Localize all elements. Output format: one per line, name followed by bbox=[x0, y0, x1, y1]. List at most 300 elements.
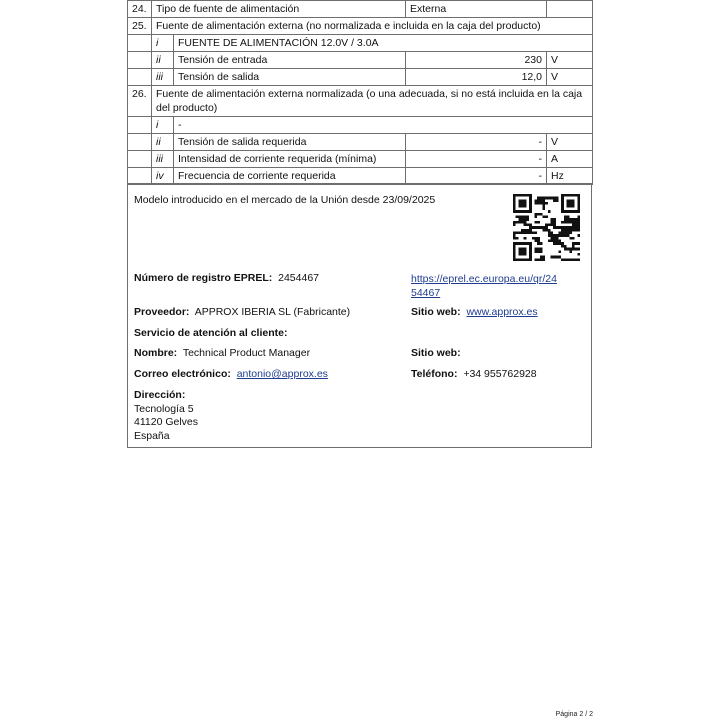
qr-module bbox=[561, 210, 564, 213]
qr-module bbox=[513, 202, 516, 205]
supplier-web-row bbox=[411, 305, 538, 319]
qr-module bbox=[575, 242, 578, 245]
qr-module bbox=[518, 218, 521, 221]
qr-module bbox=[521, 232, 524, 235]
qr-module bbox=[551, 232, 554, 235]
qr-module bbox=[556, 226, 559, 229]
qr-module bbox=[577, 197, 580, 200]
qr-module bbox=[521, 250, 524, 253]
qr-module bbox=[537, 237, 540, 240]
qr-module bbox=[513, 207, 516, 210]
qr-module bbox=[548, 234, 551, 237]
qr-module bbox=[556, 240, 559, 243]
qr-module bbox=[567, 199, 570, 202]
qr-module bbox=[551, 256, 554, 259]
qr-module bbox=[561, 202, 564, 205]
qr-module bbox=[524, 250, 527, 253]
qr-module bbox=[542, 215, 545, 218]
row-24 bbox=[128, 1, 593, 18]
row-26-i bbox=[128, 117, 593, 134]
qr-module bbox=[564, 248, 567, 251]
web-label: Sitio web: bbox=[411, 306, 461, 318]
qr-module bbox=[559, 240, 562, 243]
qr-module bbox=[572, 221, 575, 224]
sub-value: - bbox=[406, 168, 547, 185]
qr-module bbox=[524, 229, 527, 232]
eprel-link-continued[interactable]: 54467 bbox=[411, 287, 441, 299]
qr-module bbox=[524, 237, 527, 240]
row-26-ii bbox=[128, 134, 593, 151]
qr-module bbox=[561, 242, 564, 245]
supplier-row bbox=[134, 305, 350, 319]
qr-module bbox=[542, 199, 545, 202]
name-label: Nombre: bbox=[134, 347, 178, 359]
qr-module bbox=[537, 197, 540, 200]
qr-module bbox=[567, 221, 570, 224]
qr-module bbox=[572, 210, 575, 213]
qr-module bbox=[516, 242, 519, 245]
qr-module bbox=[569, 250, 572, 253]
qr-module bbox=[537, 202, 540, 205]
qr-module bbox=[567, 218, 570, 221]
qr-module bbox=[524, 215, 527, 218]
qr-module bbox=[542, 197, 545, 200]
qr-module bbox=[556, 256, 559, 259]
qr-module bbox=[569, 258, 572, 261]
qr-module bbox=[575, 194, 578, 197]
qr-module bbox=[572, 242, 575, 245]
qr-module bbox=[542, 202, 545, 205]
qr-module bbox=[556, 234, 559, 237]
qr-module bbox=[575, 258, 578, 261]
customer-service-heading: Servicio de atención al cliente: bbox=[134, 327, 288, 339]
sub-label: - bbox=[174, 117, 593, 134]
qr-module bbox=[561, 258, 564, 261]
qr-module bbox=[524, 199, 527, 202]
qr-module bbox=[534, 215, 537, 218]
qr-module bbox=[537, 213, 540, 216]
qr-module bbox=[564, 232, 567, 235]
qr-module bbox=[521, 229, 524, 232]
phone-label: Teléfono: bbox=[411, 368, 458, 380]
qr-module bbox=[567, 229, 570, 232]
qr-module bbox=[553, 221, 556, 224]
qr-module bbox=[518, 194, 521, 197]
qr-module bbox=[545, 197, 548, 200]
row-26-iii bbox=[128, 151, 593, 168]
sub-value: - bbox=[406, 134, 547, 151]
qr-module bbox=[572, 194, 575, 197]
qr-module bbox=[553, 240, 556, 243]
qr-module bbox=[513, 194, 516, 197]
qr-module bbox=[529, 258, 532, 261]
qr-module bbox=[564, 258, 567, 261]
qr-module bbox=[551, 221, 554, 224]
qr-module bbox=[513, 197, 516, 200]
qr-module bbox=[545, 215, 548, 218]
qr-module bbox=[524, 232, 527, 235]
qr-module bbox=[553, 256, 556, 259]
sub-label: Tensión de salida requerida bbox=[174, 134, 406, 151]
qr-module bbox=[542, 258, 545, 261]
qr-module bbox=[569, 237, 572, 240]
qr-module bbox=[575, 226, 578, 229]
sub-index: ii bbox=[152, 134, 174, 151]
qr-module bbox=[529, 199, 532, 202]
qr-module bbox=[577, 258, 580, 261]
qr-module bbox=[534, 248, 537, 251]
qr-module bbox=[577, 199, 580, 202]
sub-label: Intensidad de corriente requerida (mínima) bbox=[174, 151, 406, 168]
qr-module bbox=[516, 232, 519, 235]
qr-module bbox=[540, 197, 543, 200]
qr-module bbox=[577, 223, 580, 226]
qr-module bbox=[529, 253, 532, 256]
qr-module bbox=[559, 226, 562, 229]
qr-module bbox=[540, 256, 543, 259]
qr-module bbox=[526, 194, 529, 197]
qr-module bbox=[516, 194, 519, 197]
qr-module bbox=[559, 234, 562, 237]
row-label: Fuente de alimentación externa normalizada (o una adecuada, si no está incluida en la caja del producto) bbox=[152, 86, 593, 117]
row-label: Fuente de alimentación externa (no normalizada e incluida en la caja del producto) bbox=[152, 18, 593, 35]
qr-module bbox=[537, 199, 540, 202]
sub-unit: V bbox=[547, 134, 593, 151]
qr-module bbox=[564, 210, 567, 213]
qr-module bbox=[516, 210, 519, 213]
sub-value: 230 bbox=[406, 52, 547, 69]
qr-module bbox=[537, 242, 540, 245]
qr-module bbox=[572, 229, 575, 232]
qr-module bbox=[518, 258, 521, 261]
qr-module bbox=[559, 232, 562, 235]
row-25-iii bbox=[128, 69, 593, 86]
qr-module bbox=[540, 226, 543, 229]
page-number: Página 2 / 2 bbox=[555, 711, 593, 718]
qr-module bbox=[545, 223, 548, 226]
qr-module bbox=[524, 253, 527, 256]
qr-module bbox=[534, 240, 537, 243]
qr-module bbox=[569, 205, 572, 208]
qr-module bbox=[569, 226, 572, 229]
qr-module bbox=[521, 205, 524, 208]
email-row bbox=[134, 367, 328, 381]
qr-module bbox=[575, 218, 578, 221]
qr-module bbox=[542, 205, 545, 208]
qr-module bbox=[559, 256, 562, 259]
qr-module bbox=[537, 221, 540, 224]
qr-module bbox=[526, 215, 529, 218]
market-date-text: Modelo introducido en el mercado de la Unión desde 23/09/2025 bbox=[134, 194, 436, 206]
qr-code-icon[interactable] bbox=[513, 194, 580, 261]
qr-module bbox=[526, 232, 529, 235]
supplier-value: APPROX IBERIA SL (Fabricante) bbox=[194, 306, 351, 318]
qr-module bbox=[551, 234, 554, 237]
qr-module bbox=[553, 226, 556, 229]
qr-module bbox=[561, 232, 564, 235]
qr-module bbox=[526, 258, 529, 261]
row-number: 26. bbox=[128, 86, 152, 117]
qr-module bbox=[518, 250, 521, 253]
qr-module bbox=[529, 248, 532, 251]
qr-module bbox=[524, 210, 527, 213]
sub-index: ii bbox=[152, 52, 174, 69]
qr-module bbox=[521, 215, 524, 218]
qr-module bbox=[513, 210, 516, 213]
qr-module bbox=[540, 242, 543, 245]
address-line-3: España bbox=[134, 430, 170, 442]
sub-unit: A bbox=[547, 151, 593, 168]
qr-module bbox=[532, 232, 535, 235]
qr-module bbox=[577, 215, 580, 218]
eprel-number: 2454467 bbox=[278, 272, 320, 284]
qr-module bbox=[518, 210, 521, 213]
qr-module bbox=[516, 221, 519, 224]
qr-module bbox=[551, 240, 554, 243]
sub-unit: V bbox=[547, 69, 593, 86]
sub-index: iii bbox=[152, 69, 174, 86]
qr-module bbox=[540, 202, 543, 205]
qr-module bbox=[521, 194, 524, 197]
sub-unit: V bbox=[547, 52, 593, 69]
qr-module bbox=[577, 234, 580, 237]
qr-module bbox=[521, 202, 524, 205]
qr-module bbox=[518, 232, 521, 235]
qr-module bbox=[524, 242, 527, 245]
qr-module bbox=[564, 218, 567, 221]
qr-module bbox=[534, 202, 537, 205]
qr-module bbox=[529, 232, 532, 235]
qr-module bbox=[518, 205, 521, 208]
qr-module bbox=[524, 205, 527, 208]
qr-module bbox=[529, 245, 532, 248]
qr-module bbox=[540, 199, 543, 202]
qr-module bbox=[529, 250, 532, 253]
qr-module bbox=[548, 240, 551, 243]
qr-module bbox=[572, 218, 575, 221]
qr-module bbox=[556, 197, 559, 200]
qr-module bbox=[577, 226, 580, 229]
row-value: Externa bbox=[406, 1, 547, 18]
qr-module bbox=[567, 234, 570, 237]
name-value: Technical Product Manager bbox=[182, 347, 311, 359]
qr-module bbox=[567, 205, 570, 208]
qr-module bbox=[553, 197, 556, 200]
qr-module bbox=[569, 232, 572, 235]
qr-module bbox=[572, 248, 575, 251]
qr-module bbox=[553, 237, 556, 240]
qr-module bbox=[529, 205, 532, 208]
qr-module bbox=[534, 237, 537, 240]
qr-module bbox=[567, 210, 570, 213]
qr-module bbox=[513, 256, 516, 259]
qr-module bbox=[561, 197, 564, 200]
qr-module bbox=[548, 223, 551, 226]
qr-module bbox=[553, 234, 556, 237]
qr-module bbox=[561, 245, 564, 248]
qr-module bbox=[551, 237, 554, 240]
qr-module bbox=[572, 258, 575, 261]
qr-module bbox=[529, 229, 532, 232]
qr-module bbox=[513, 237, 516, 240]
qr-module bbox=[548, 232, 551, 235]
row-25-ii bbox=[128, 52, 593, 69]
qr-module bbox=[553, 218, 556, 221]
qr-module bbox=[513, 232, 516, 235]
qr-module bbox=[561, 229, 564, 232]
qr-module bbox=[564, 215, 567, 218]
sub-index: i bbox=[152, 35, 174, 52]
qr-module bbox=[518, 215, 521, 218]
qr-module bbox=[540, 248, 543, 251]
qr-module bbox=[559, 242, 562, 245]
qr-module bbox=[561, 199, 564, 202]
qr-module bbox=[529, 210, 532, 213]
qr-module bbox=[564, 245, 567, 248]
qr-module bbox=[577, 205, 580, 208]
qr-module bbox=[534, 250, 537, 253]
qr-module bbox=[521, 218, 524, 221]
qr-module bbox=[567, 194, 570, 197]
qr-module bbox=[537, 240, 540, 243]
qr-module bbox=[518, 253, 521, 256]
qr-module bbox=[521, 248, 524, 251]
qr-module bbox=[513, 234, 516, 237]
supplier-label: Proveedor: bbox=[134, 306, 190, 318]
qr-module bbox=[540, 213, 543, 216]
qr-module bbox=[524, 202, 527, 205]
qr-module bbox=[572, 245, 575, 248]
qr-module bbox=[537, 248, 540, 251]
qr-module bbox=[569, 248, 572, 251]
qr-module bbox=[534, 213, 537, 216]
qr-module bbox=[521, 258, 524, 261]
qr-module bbox=[577, 207, 580, 210]
eprel-link[interactable]: https://eprel.ec.europa.eu/qr/24 bbox=[411, 273, 557, 285]
qr-module bbox=[553, 199, 556, 202]
address-line-2: 41120 Gelves bbox=[134, 416, 199, 428]
qr-module bbox=[529, 202, 532, 205]
qr-module bbox=[551, 197, 554, 200]
sub-index: iii bbox=[152, 151, 174, 168]
row-25-i bbox=[128, 35, 593, 52]
qr-module bbox=[521, 221, 524, 224]
qr-module bbox=[524, 218, 527, 221]
eprel-link-line-2[interactable] bbox=[411, 286, 440, 300]
qr-module bbox=[564, 194, 567, 197]
qr-module bbox=[569, 229, 572, 232]
qr-module bbox=[518, 221, 521, 224]
qr-module bbox=[540, 250, 543, 253]
qr-module bbox=[561, 234, 564, 237]
qr-module bbox=[569, 202, 572, 205]
qr-module bbox=[559, 250, 562, 253]
qr-module bbox=[569, 218, 572, 221]
row-label: Tipo de fuente de alimentación bbox=[152, 1, 406, 18]
sub-label: Tensión de salida bbox=[174, 69, 406, 86]
qr-module bbox=[513, 245, 516, 248]
qr-module bbox=[577, 242, 580, 245]
eprel-row bbox=[134, 271, 319, 285]
qr-module bbox=[516, 237, 519, 240]
qr-module bbox=[518, 248, 521, 251]
service-web-label: Sitio web: bbox=[411, 347, 461, 359]
qr-module bbox=[513, 223, 516, 226]
qr-module bbox=[556, 199, 559, 202]
email-link[interactable]: antonio@approx.es bbox=[236, 368, 328, 380]
qr-module bbox=[534, 199, 537, 202]
qr-module bbox=[567, 215, 570, 218]
web-link[interactable]: www.approx.es bbox=[466, 306, 538, 318]
qr-module bbox=[513, 221, 516, 224]
qr-module bbox=[524, 258, 527, 261]
qr-module bbox=[572, 237, 575, 240]
qr-module bbox=[513, 199, 516, 202]
qr-module bbox=[518, 199, 521, 202]
qr-module bbox=[561, 207, 564, 210]
qr-module bbox=[561, 205, 564, 208]
qr-module bbox=[572, 202, 575, 205]
qr-module bbox=[524, 221, 527, 224]
qr-module bbox=[518, 202, 521, 205]
qr-module bbox=[542, 207, 545, 210]
qr-module bbox=[545, 226, 548, 229]
phone-row bbox=[411, 367, 537, 381]
qr-module bbox=[534, 221, 537, 224]
qr-module bbox=[561, 226, 564, 229]
email-label: Correo electrónico: bbox=[134, 368, 231, 380]
qr-module bbox=[575, 221, 578, 224]
qr-module bbox=[556, 237, 559, 240]
qr-module bbox=[534, 258, 537, 261]
qr-module bbox=[577, 253, 580, 256]
qr-module bbox=[553, 242, 556, 245]
qr-module bbox=[577, 210, 580, 213]
qr-module bbox=[532, 226, 535, 229]
qr-module bbox=[542, 229, 545, 232]
qr-module bbox=[564, 234, 567, 237]
qr-module bbox=[518, 242, 521, 245]
qr-module bbox=[577, 202, 580, 205]
qr-module bbox=[521, 242, 524, 245]
row-26 bbox=[128, 86, 593, 117]
qr-module bbox=[513, 242, 516, 245]
sub-label: Frecuencia de corriente requerida bbox=[174, 168, 406, 185]
qr-module bbox=[567, 232, 570, 235]
qr-module bbox=[569, 210, 572, 213]
qr-module bbox=[572, 223, 575, 226]
qr-module bbox=[537, 250, 540, 253]
qr-module bbox=[529, 223, 532, 226]
qr-module bbox=[548, 210, 551, 213]
qr-module bbox=[575, 210, 578, 213]
qr-module bbox=[526, 242, 529, 245]
qr-module bbox=[521, 210, 524, 213]
qr-module bbox=[540, 258, 543, 261]
qr-module bbox=[526, 223, 529, 226]
qr-module bbox=[516, 215, 519, 218]
sub-value: - bbox=[406, 151, 547, 168]
qr-module bbox=[569, 221, 572, 224]
eprel-link-line-1[interactable] bbox=[411, 272, 557, 286]
qr-module bbox=[513, 205, 516, 208]
qr-module bbox=[524, 194, 527, 197]
qr-module bbox=[524, 223, 527, 226]
qr-module bbox=[553, 223, 556, 226]
qr-module bbox=[534, 232, 537, 235]
qr-module bbox=[577, 229, 580, 232]
phone-value: +34 955762928 bbox=[463, 368, 537, 380]
